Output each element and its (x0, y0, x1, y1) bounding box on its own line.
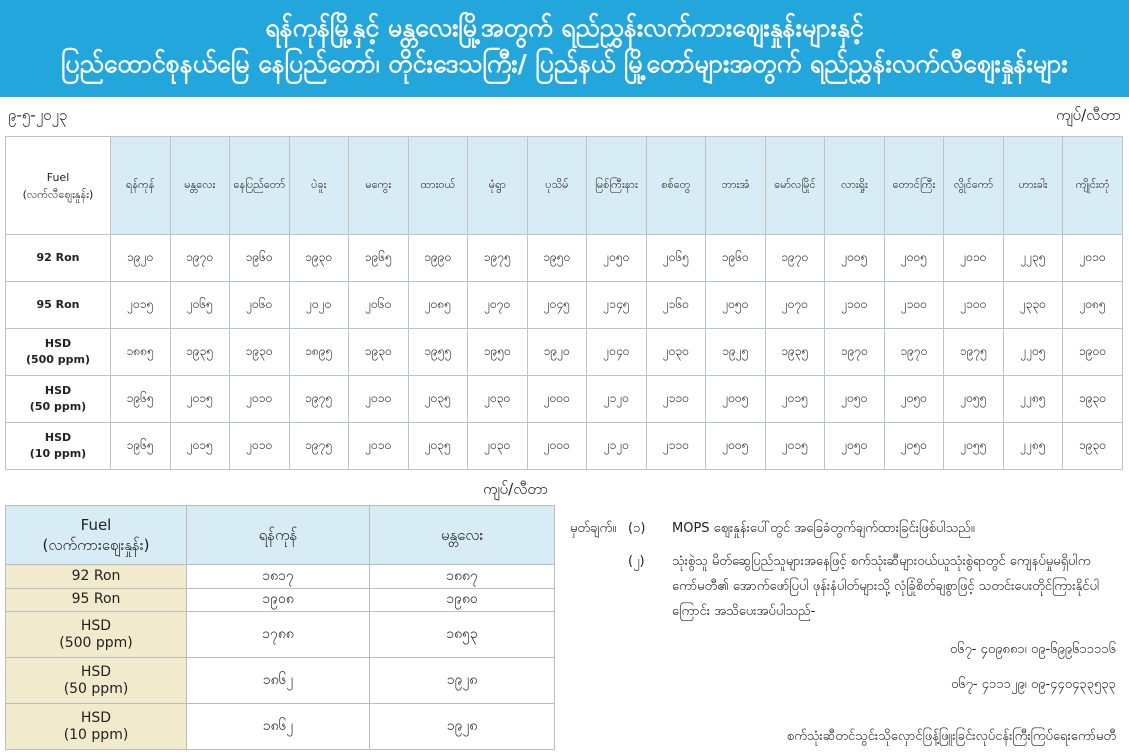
retail-city-header: ကျိုင်းတုံ (1063, 137, 1123, 235)
retail-city-header: မော်လမြိုင် (765, 137, 825, 235)
price-cell: ၂၂၈၅ (1003, 423, 1063, 470)
price-cell: ၁၉၃၀ (1063, 376, 1123, 423)
price-cell: ၂၀၂၀ (289, 282, 349, 329)
table-row (6, 704, 555, 750)
fuel-label: HSD (50 ppm) (6, 658, 187, 704)
price-cell: ၁၉၆၀ (706, 235, 766, 282)
fuel-label: HSD (50 ppm) (6, 376, 111, 423)
price-cell: ၂၀၆၅ (646, 235, 706, 282)
fuel-label: 95 Ron (6, 588, 187, 612)
price-cell: ၁၉၅၀ (468, 329, 528, 376)
table-row (6, 376, 1123, 423)
price-cell: ၁၉၂၈ (370, 704, 555, 750)
price-cell: ၁၈၈၅ (111, 329, 171, 376)
price-cell: ၂၀၇၀ (765, 282, 825, 329)
retail-city-header: မကွေး (349, 137, 409, 235)
price-cell: ၁၉၀၈ (187, 588, 370, 612)
price-cell: ၂၀၅၅ (944, 376, 1004, 423)
price-cell: ၁၈၈၇ (370, 565, 555, 589)
wholesale-fuel-header: Fuel (လက်ကားဈေးနှုန်း) (6, 506, 187, 565)
fuel-label: 92 Ron (6, 235, 111, 282)
price-cell: ၁၉၂၅ (706, 329, 766, 376)
price-cell: ၂၀၁၀ (944, 235, 1004, 282)
price-cell: ၁၉၈၀ (370, 588, 555, 612)
price-cell: ၁၉၆၅ (349, 235, 409, 282)
header-banner (0, 0, 1129, 97)
price-cell: ၂၀၃၀ (468, 423, 528, 470)
fuel-label: HSD (500 ppm) (6, 612, 187, 658)
price-cell: ၁၈၉၅ (289, 329, 349, 376)
note-1-number: (၁) (628, 521, 646, 536)
committee-signature: စက်သုံးဆီတင်သွင်းသိုလှောင်ဖြန့်ဖြူးခြင်းလုပ်ငန်းကြီးကြပ်ရေးကော်မတီ (786, 729, 1116, 744)
price-cell: ၂၀၁၅ (170, 376, 230, 423)
price-cell: ၂၀၄၅ (527, 282, 587, 329)
price-cell: ၁၉၇၅ (289, 376, 349, 423)
retail-city-header: ပုသိမ် (527, 137, 587, 235)
note-2-number: (၂) (628, 554, 645, 569)
price-cell: ၁၈၆၂ (187, 658, 370, 704)
price-cell: ၂၁၆၀ (646, 282, 706, 329)
fuel-label: HSD (10 ppm) (6, 423, 111, 470)
price-cell: ၂၀၁၅ (111, 282, 171, 329)
price-cell: ၂၁၂၀ (587, 376, 647, 423)
price-cell: ၂၀၁၅ (765, 376, 825, 423)
price-cell: ၁၉၅၀ (527, 235, 587, 282)
retail-city-header: စစ်တွေ (646, 137, 706, 235)
retail-city-header: မုံရွာ (468, 137, 528, 235)
fuel-label: 95 Ron (6, 282, 111, 329)
fuel-label: HSD (500 ppm) (6, 329, 111, 376)
price-cell: ၂၀၄၀ (587, 329, 647, 376)
price-cell: ၂၀၆၀ (230, 282, 290, 329)
price-cell: ၁၉၃၅ (170, 329, 230, 376)
retail-city-header: ပဲခူး (289, 137, 349, 235)
table-row (6, 235, 1123, 282)
price-cell: ၁၉၆၅ (111, 376, 171, 423)
price-cell: ၁၉၆၀ (230, 235, 290, 282)
note-2-text: သုံးစွဲသူ မိတ်ဆွေပြည်သူများအနေဖြင့် စက်သုံးဆီများဝယ်ယူသုံးစွဲရာတွင် ကျေနပ်မှုမရှိပါက ကော်မတီ၏ အောက်ဖော်ပြပါ ဖုန်းနံပါတ်များသို့ လုံခြုံစိတ်ချစွာဖြင့် သတင်းပေးတိုင်ကြားနိုင်ပါကြောင်း အသိပေးအပ်ပါသည်- (672, 554, 1100, 619)
table-row (6, 658, 555, 704)
price-cell: ၂၀၁၀ (230, 376, 290, 423)
table-row (6, 588, 555, 612)
price-cell: ၂၀၆၅ (170, 282, 230, 329)
price-cell: ၁၉၇၀ (765, 235, 825, 282)
note-1-text: MOPS ဈေးနှုန်းပေါ်တွင် အခြေခံတွက်ချက်ထားခြင်းဖြစ်ပါသည်။ (672, 521, 975, 536)
price-cell: ၁၉၃၀ (230, 329, 290, 376)
price-cell: ၂၀၅၀ (706, 282, 766, 329)
wholesale-col-mandalay: မန္တလေး (370, 506, 555, 565)
price-cell: ၁၇၈၈ (187, 612, 370, 658)
retail-city-header: ရန်ကုန် (111, 137, 171, 235)
price-cell: ၁၉၇၀ (170, 235, 230, 282)
price-cell: ၁၉၇၅ (468, 235, 528, 282)
price-cell: ၂၀၃၅ (408, 376, 468, 423)
price-cell: ၂၀၁၅ (765, 423, 825, 470)
table-row (6, 565, 555, 589)
price-cell: ၁၉၃၀ (289, 235, 349, 282)
wholesale-col-yangon: ရန်ကုန် (187, 506, 370, 565)
price-cell: ၂၀၅၀ (825, 376, 885, 423)
retail-fuel-header: Fuel (လက်လီဈေးနှုန်း) (6, 137, 111, 235)
title-line-1: ရန်ကုန်မြို့နှင့် မန္တလေးမြို့အတွက် ရည်ညွှန်းလက်ကားဈေးနှုန်းများနှင့် (265, 13, 864, 42)
retail-city-header: လားရှိုး (825, 137, 885, 235)
retail-unit-label: ကျပ်/လီတာ (1055, 106, 1121, 124)
retail-city-header: ဘားအံ (706, 137, 766, 235)
table-row (6, 282, 1123, 329)
price-cell: ၂၀၅၀ (884, 376, 944, 423)
retail-city-header: နေပြည်တော် (230, 137, 290, 235)
price-cell: ၁၉၉၀ (408, 235, 468, 282)
price-cell: ၂၀၃၅ (408, 423, 468, 470)
price-cell: ၁၉၇၅ (289, 423, 349, 470)
price-cell: ၂၀၁၀ (230, 423, 290, 470)
price-cell: ၂၁၁၀ (646, 376, 706, 423)
table-row (6, 612, 555, 658)
price-cell: ၂၀၈၅ (408, 282, 468, 329)
price-cell: ၂၀၀၅ (884, 235, 944, 282)
price-cell: ၁၈၆၂ (187, 704, 370, 750)
price-cell: ၂၃၃၀ (1003, 282, 1063, 329)
retail-city-header: မြစ်ကြီးနား (587, 137, 647, 235)
retail-city-header: လွိုင်ကော် (944, 137, 1004, 235)
table-row (6, 423, 1123, 470)
phone-line-1: ၀၆၇- ၄၀၉၈၈၁၊ ၀၉-၆၉၉၆၁၁၁၁၆ (949, 642, 1116, 657)
price-cell: ၂၀၀၅ (706, 423, 766, 470)
price-cell: ၂၀၃၀ (646, 329, 706, 376)
price-cell: ၂၀၅၀ (587, 235, 647, 282)
title-line-2: ပြည်ထောင်စုနယ်မြေ နေပြည်တော်၊ တိုင်းဒေသကြီး/ ပြည်နယ် မြို့တော်များအတွက် ရည်ညွှန်းလက်လီဈေးနှုန်းများ (61, 49, 1068, 78)
price-cell: ၁၈၅၃ (370, 612, 555, 658)
price-cell: ၁၉၅၅ (408, 329, 468, 376)
notes-heading: မှတ်ချက်။ (570, 521, 617, 536)
price-cell: ၁၉၆၅ (111, 423, 171, 470)
retail-city-header: မန္တလေး (170, 137, 230, 235)
retail-city-header: တောင်ကြီး (884, 137, 944, 235)
price-cell: ၁၉၀၀ (1063, 329, 1123, 376)
price-cell: ၂၀၈၅ (1063, 282, 1123, 329)
price-cell: ၁၉၃၅ (765, 329, 825, 376)
price-cell: ၂၁၀၀ (884, 282, 944, 329)
price-cell: ၂၀၅၅ (944, 423, 1004, 470)
wholesale-price-table (5, 505, 555, 750)
retail-city-header: ဟားခါး (1003, 137, 1063, 235)
wholesale-unit-label: ကျပ်/လီတာ (483, 480, 549, 498)
price-cell: ၁၉၇၅ (944, 329, 1004, 376)
price-cell: ၂၀၆၀ (349, 282, 409, 329)
price-cell: ၁၈၁၇ (187, 565, 370, 589)
price-cell: ၁၉၂၀ (527, 329, 587, 376)
price-cell: ၂၂၈၅ (1003, 376, 1063, 423)
price-cell: ၁၉၇၀ (884, 329, 944, 376)
price-cell: ၂၀၀၅ (825, 235, 885, 282)
price-cell: ၂၁၂၀ (587, 423, 647, 470)
price-cell: ၂၀၀၀ (527, 423, 587, 470)
price-cell: ၂၁၀၀ (825, 282, 885, 329)
price-cell: ၂၀၁၀ (349, 376, 409, 423)
price-cell: ၂၁၄၅ (587, 282, 647, 329)
price-cell: ၂၀၁၀ (349, 423, 409, 470)
price-cell: ၂၂၀၅ (1003, 329, 1063, 376)
price-cell: ၂၀၀၅ (706, 376, 766, 423)
fuel-label: HSD (10 ppm) (6, 704, 187, 750)
price-cell: ၂၀၀၀ (527, 376, 587, 423)
table-row (6, 329, 1123, 376)
price-cell: ၁၉၃၀ (1063, 423, 1123, 470)
fuel-label: 92 Ron (6, 565, 187, 589)
price-cell: ၂၀၁၀ (1063, 235, 1123, 282)
price-cell: ၂၀၅၀ (825, 423, 885, 470)
price-cell: ၁၉၃၀ (349, 329, 409, 376)
date-label: ၉-၅-၂၀၂၃ (8, 106, 68, 124)
price-cell: ၂၀၃၀ (468, 376, 528, 423)
price-cell: ၂၀၅၀ (884, 423, 944, 470)
price-cell: ၁၉၂၈ (370, 658, 555, 704)
price-cell: ၂၀၇၀ (468, 282, 528, 329)
retail-city-header: ထားဝယ် (408, 137, 468, 235)
retail-price-table (5, 136, 1123, 470)
price-cell: ၂၀၁၅ (170, 423, 230, 470)
price-cell: ၂၁၀၀ (944, 282, 1004, 329)
price-cell: ၁၉၂၀ (111, 235, 171, 282)
price-cell: ၁၉၇၀ (825, 329, 885, 376)
price-cell: ၂၁၁၀ (646, 423, 706, 470)
price-cell: ၂၂၃၅ (1003, 235, 1063, 282)
phone-line-2: ၀၆၇- ၄၁၁၁၂၉၊ ၀၉-၄၄၀၄၃၃၅၃၃ (950, 677, 1116, 692)
